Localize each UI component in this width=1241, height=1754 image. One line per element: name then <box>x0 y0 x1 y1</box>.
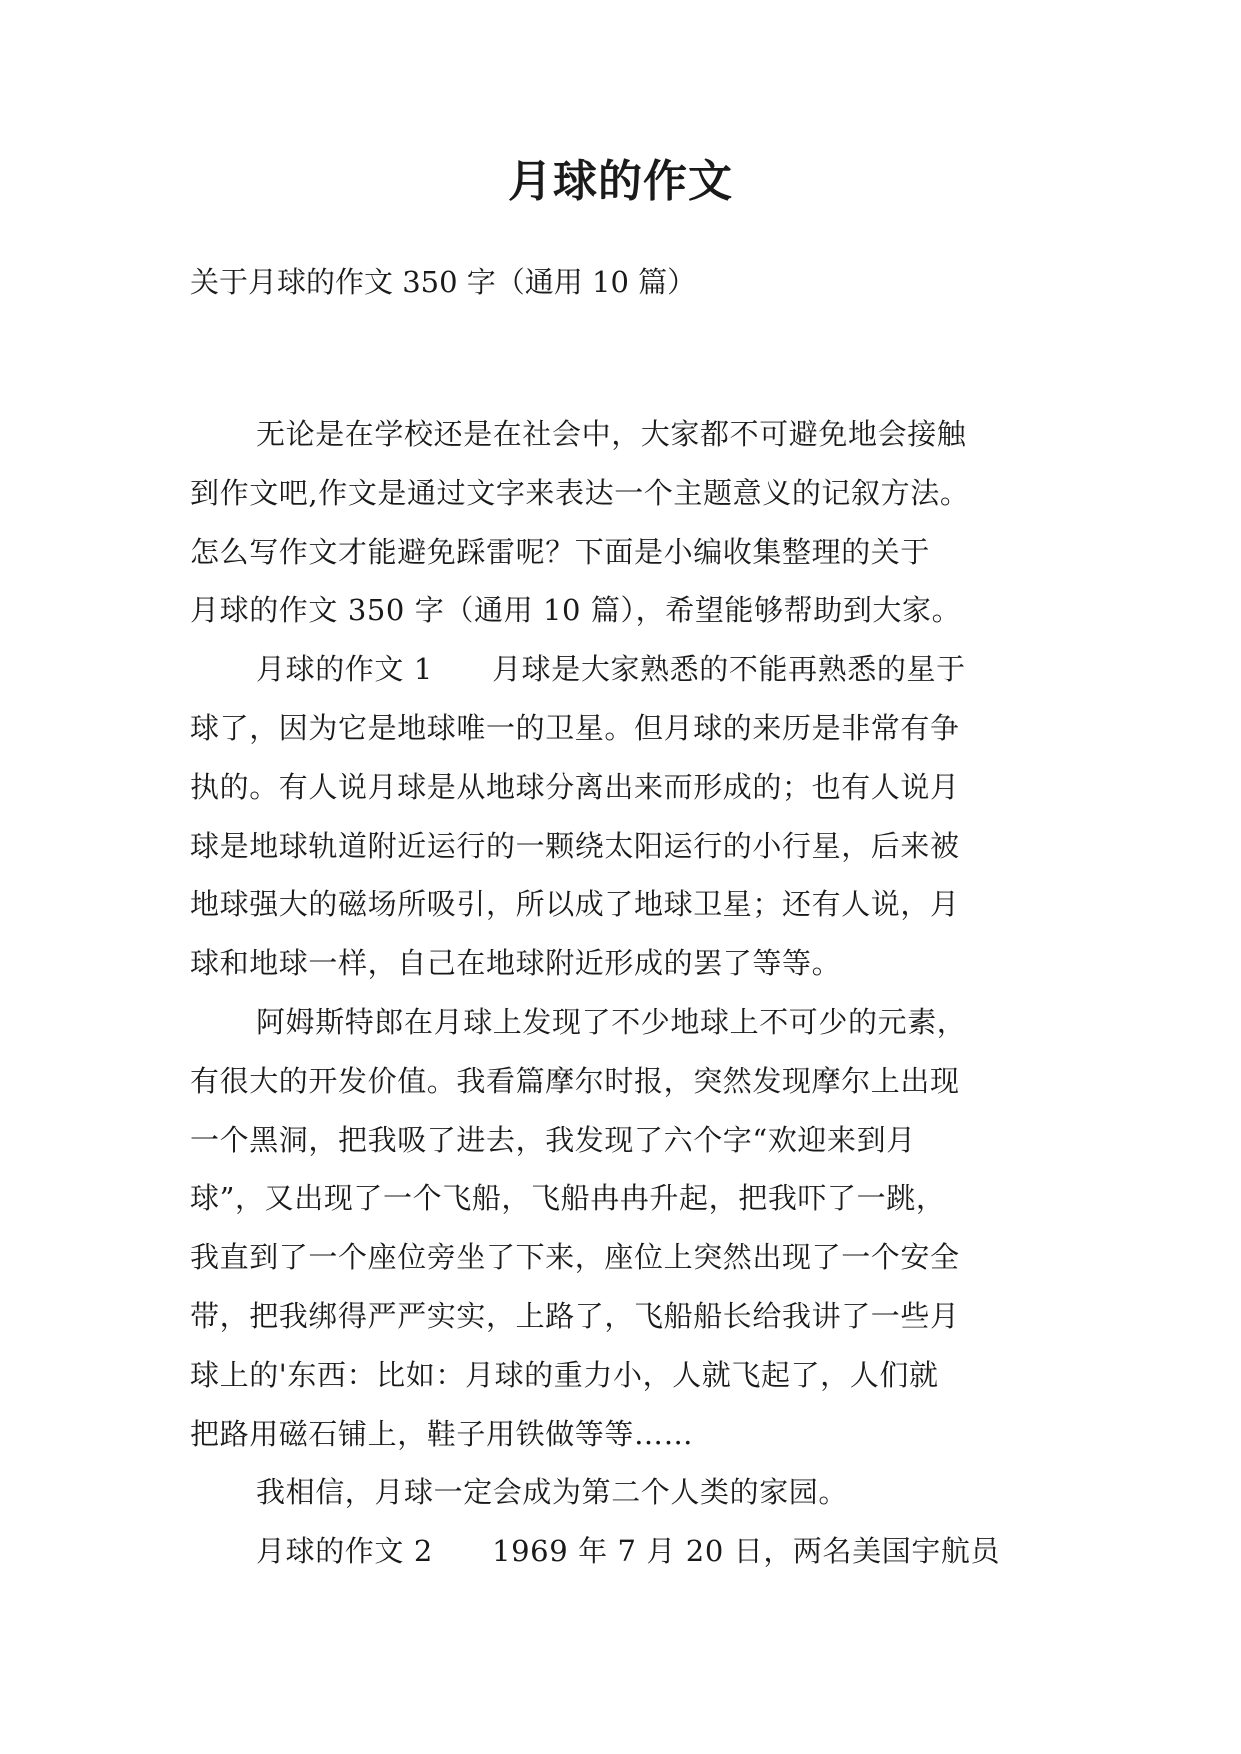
text-line: 一个黑洞，把我吸了进去，我发现了六个字“欢迎来到月 <box>190 1122 916 1157</box>
text-line: 球是地球轨道附近运行的一颗绕太阳运行的小行星，后来被 <box>190 828 960 863</box>
document-subtitle: 关于月球的作文 350 字（通用 10 篇） <box>190 265 697 299</box>
document-title: 月球的作文 <box>508 156 733 207</box>
text-line: 月球的作文 2 1969 年 7 月 20 日，两名美国宇航员 <box>256 1534 1001 1569</box>
text-line: 把路用磁石铺上，鞋子用铁做等等…… <box>190 1416 694 1451</box>
text-line: 我直到了一个座位旁坐了下来，座位上突然出现了一个安全 <box>190 1240 960 1275</box>
text-line: 球上的'东西：比如：月球的重力小，人就飞起了，人们就 <box>190 1357 939 1392</box>
text-line: 无论是在学校还是在社会中，大家都不可避免地会接触 <box>256 417 967 451</box>
text-line: 我相信，月球一定会成为第二个人类的家园。 <box>256 1475 849 1510</box>
text-line: 带，把我绑得严严实实，上路了，飞船船长给我讲了一些月 <box>190 1298 960 1333</box>
text-line: 月球的作文 1 月球是大家熟悉的不能再熟悉的星于 <box>256 652 966 687</box>
text-line: 有很大的开发价值。我看篇摩尔时报，突然发现摩尔上出现 <box>190 1063 960 1098</box>
text-line: 执的。有人说月球是从地球分离出来而形成的；也有人说月 <box>190 769 960 804</box>
text-line: 到作文吧,作文是通过文字来表达一个主题意义的记叙方法。 <box>190 475 970 510</box>
text-line: 阿姆斯特郎在月球上发现了不少地球上不可少的元素， <box>256 1004 967 1039</box>
text-line: 地球强大的磁场所吸引，所以成了地球卫星；还有人说，月 <box>190 887 960 922</box>
text-line: 球”，又出现了一个飞船，飞船冉冉升起，把我吓了一跳， <box>190 1181 946 1216</box>
text-line: 球和地球一样，自己在地球附近形成的罢了等等。 <box>190 946 842 981</box>
text-line: 球了，因为它是地球唯一的卫星。但月球的来历是非常有争 <box>190 710 960 745</box>
document-body <box>190 405 1050 1581</box>
text-line: 怎么写作文才能避免踩雷呢？下面是小编收集整理的关于 <box>190 534 931 569</box>
text-line: 月球的作文 350 字（通用 10 篇），希望能够帮助到大家。 <box>190 593 962 628</box>
